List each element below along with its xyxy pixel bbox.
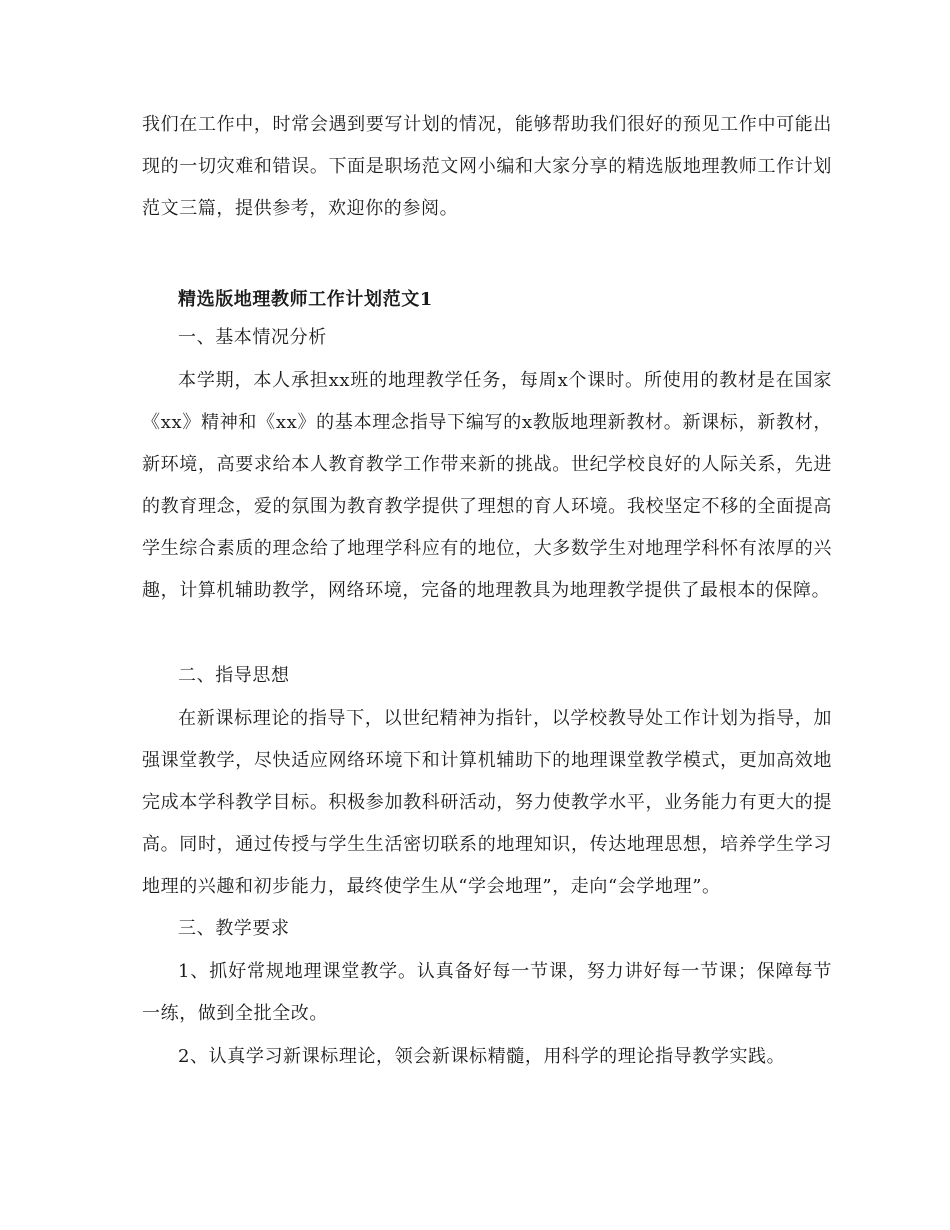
intro-paragraph: 我们在工作中，时常会遇到要写计划的情况，能够帮助我们很好的预见工作中可能出现的一切灾难和错误。下面是职场范文网小编和大家分享的精选版地理教师工作计划范文三篇，提供参考，欢迎你的参阅。 <box>142 114 832 219</box>
heading-guiding-ideology: 二、指导思想 <box>178 665 290 686</box>
requirement-item-2: 2、认真学习新课标理论，领会新课标精髓，用科学的理论指导教学实践。 <box>178 1046 786 1067</box>
heading-teaching-requirements: 三、教学要求 <box>178 918 290 939</box>
requirement-item-1: 1、抓好常规地理课堂教学。认真备好每一节课，努力讲好每一节课；保障每节一练，做到全批全改。 <box>142 961 832 1024</box>
paragraph-basic-situation: 本学期，本人承担xx班的地理教学任务，每周x个课时。所使用的教材是在国家《xx》精神和《xx》的基本理念指导下编写的x教版地理新教材。新课标，新教材，新环境，高要求给本人教育教学工作带来新的挑战。世纪学校良好的人际关系，先进的教育理念，爱的氛围为教育教学提供了理想的育人环境。我校坚定不移的全面提高学生综合素质的理念给了地理学科应有的地位，大多数学生对地理学科怀有浓厚的兴趣，计算机辅助教学，网络环境，完备的地理教具为地理教学提供了最根本的保障。 <box>142 370 832 601</box>
section-title: 精选版地理教师工作计划范文1 <box>178 289 433 310</box>
paragraph-guiding-ideology: 在新课标理论的指导下，以世纪精神为指针，以学校教导处工作计划为指导，加强课堂教学，尽快适应网络环境下和计算机辅助下的地理课堂教学模式，更加高效地完成本学科教学目标。积极参加教科研活动，努力使教学水平，业务能力有更大的提高。同时，通过传授与学生生活密切联系的地理知识，传达地理思想，培养学生学习地理的兴趣和初步能力，最终使学生从“学会地理”，走向“会学地理”。 <box>142 708 832 897</box>
heading-basic-situation: 一、基本情况分析 <box>178 327 327 348</box>
